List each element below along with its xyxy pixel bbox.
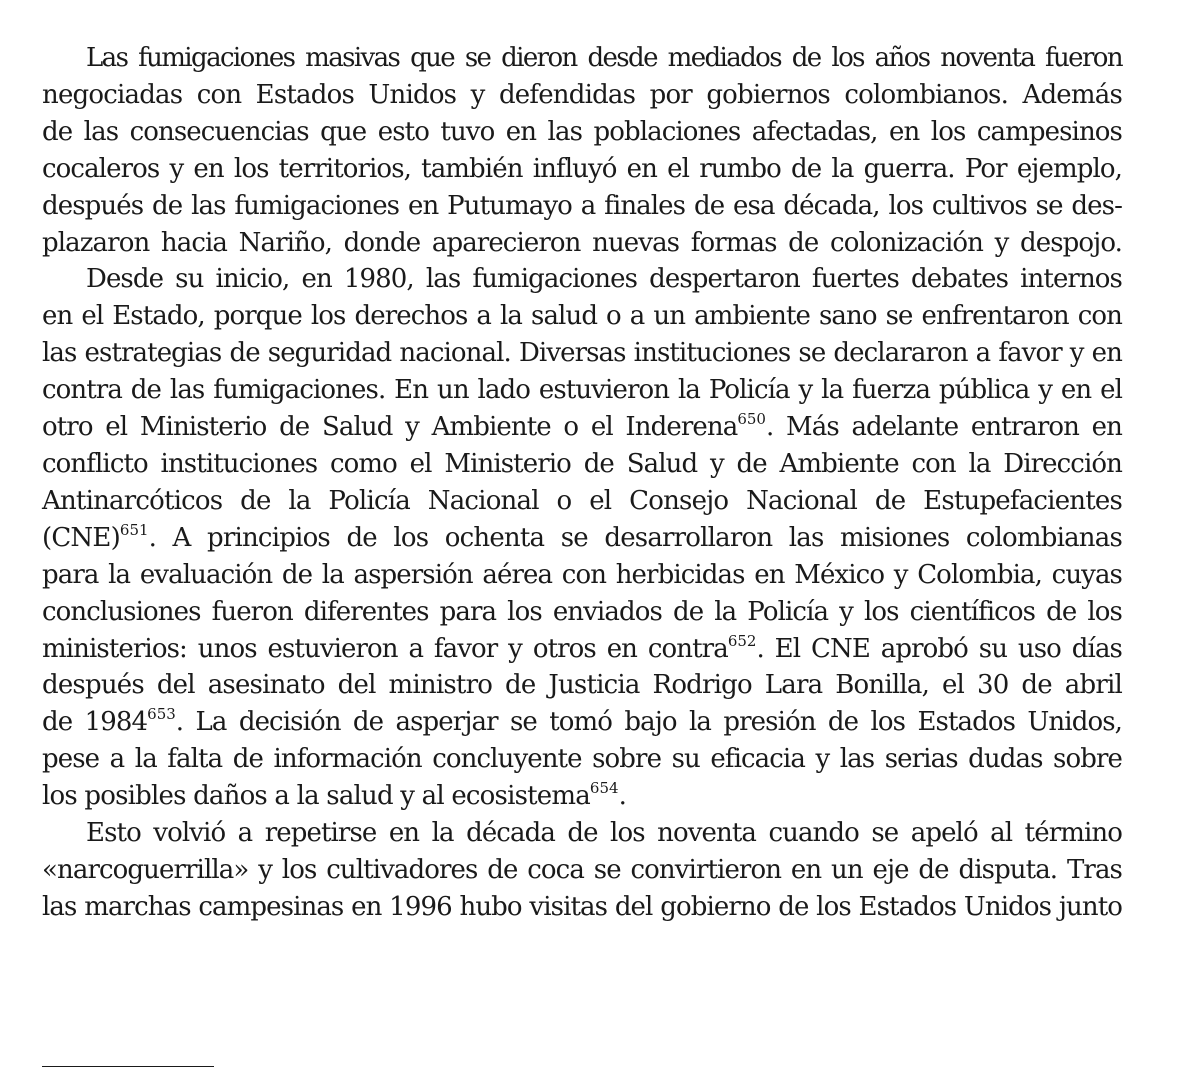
- footnote-ref[interactable]: 654: [589, 779, 619, 798]
- text-line: las estrategias de seguridad nacional. Diversas instituciones se declararon a favor y en: [42, 338, 1122, 369]
- text-line: Las fumigaciones masivas que se dieron desde mediados de los años noventa fueron: [86, 43, 1122, 73]
- footnote-ref[interactable]: 651: [119, 520, 149, 539]
- footnote-ref[interactable]: 653: [147, 705, 176, 724]
- footnote-ref[interactable]: 650: [737, 410, 766, 429]
- text-line: conflicto instituciones como el Ministerio de Salud y de Ambiente con la Dirección: [42, 448, 1122, 479]
- text-line: cocaleros y en los territorios, también influyó en el rumbo de la guerra. Por ejemplo,: [42, 153, 1122, 184]
- text-line: negociadas con Estados Unidos y defendidas por gobiernos colombianos. Además: [42, 79, 1122, 110]
- text-line: para la evaluación de la aspersión aérea con herbicidas en México y Colombia, cuyas: [42, 559, 1122, 590]
- text-line: contra de las fumigaciones. En un lado estuvieron la Policía y la fuerza pública y en el: [42, 375, 1122, 406]
- text-line: (CNE)$^{651}$. A principios de los ochenta se desarrollaron las misiones colombianas: [42, 520, 1122, 553]
- document-page: [42, 40, 1122, 926]
- text-line: Desde su inicio, en 1980, las fumigaciones despertaron fuertes debates internos: [86, 264, 1122, 295]
- text-line: después de las fumigaciones en Putumayo a finales de esa década, los cultivos se des-: [42, 190, 1122, 221]
- text-line: plazaron hacia Nariño, donde aparecieron nuevas formas de colonización y despojo.: [42, 227, 1122, 258]
- paragraph-1: [42, 40, 1122, 261]
- text-line: pese a la falta de información concluyente sobre su eficacia y las serias dudas sobre: [42, 744, 1122, 775]
- paragraph-3: [42, 815, 1122, 926]
- text-line: de 1984$^{653}$. La decisión de asperjar se tomó bajo la presión de los Estados Unidos,: [42, 705, 1122, 738]
- text-line: conclusiones fueron diferentes para los enviados de la Policía y los científicos de los: [42, 596, 1122, 627]
- text-line: los posibles daños a la salud y al ecosistema$^{654}$.: [42, 779, 627, 812]
- text-line: las marchas campesinas en 1996 hubo visitas del gobierno de los Estados Unidos junto: [42, 891, 1122, 922]
- footnote-separator: [42, 1066, 214, 1067]
- text-line: «narcoguerrilla» y los cultivadores de coca se convirtieron en un eje de disputa. Tras: [42, 854, 1122, 885]
- text-line: Antinarcóticos de la Policía Nacional o el Consejo Nacional de Estupefacientes: [42, 485, 1122, 516]
- text-line: de las consecuencias que esto tuvo en las poblaciones afectadas, en los campesinos: [42, 116, 1122, 147]
- text-line: en el Estado, porque los derechos a la salud o a un ambiente sano se enfrentaron con: [42, 301, 1122, 332]
- paragraph-2: [42, 261, 1122, 815]
- text-line: Esto volvió a repetirse en la década de los noventa cuando se apeló al término: [86, 818, 1122, 849]
- text-line: después del asesinato del ministro de Justicia Rodrigo Lara Bonilla, el 30 de abril: [42, 670, 1122, 701]
- text-line: ministerios: unos estuvieron a favor y otros en contra$^{652}$. El CNE aprobó su uso días: [42, 631, 1122, 664]
- footnote-ref[interactable]: 652: [727, 631, 757, 650]
- text-line: otro el Ministerio de Salud y Ambiente o el Inderena$^{650}$. Más adelante entraron en: [42, 410, 1122, 443]
